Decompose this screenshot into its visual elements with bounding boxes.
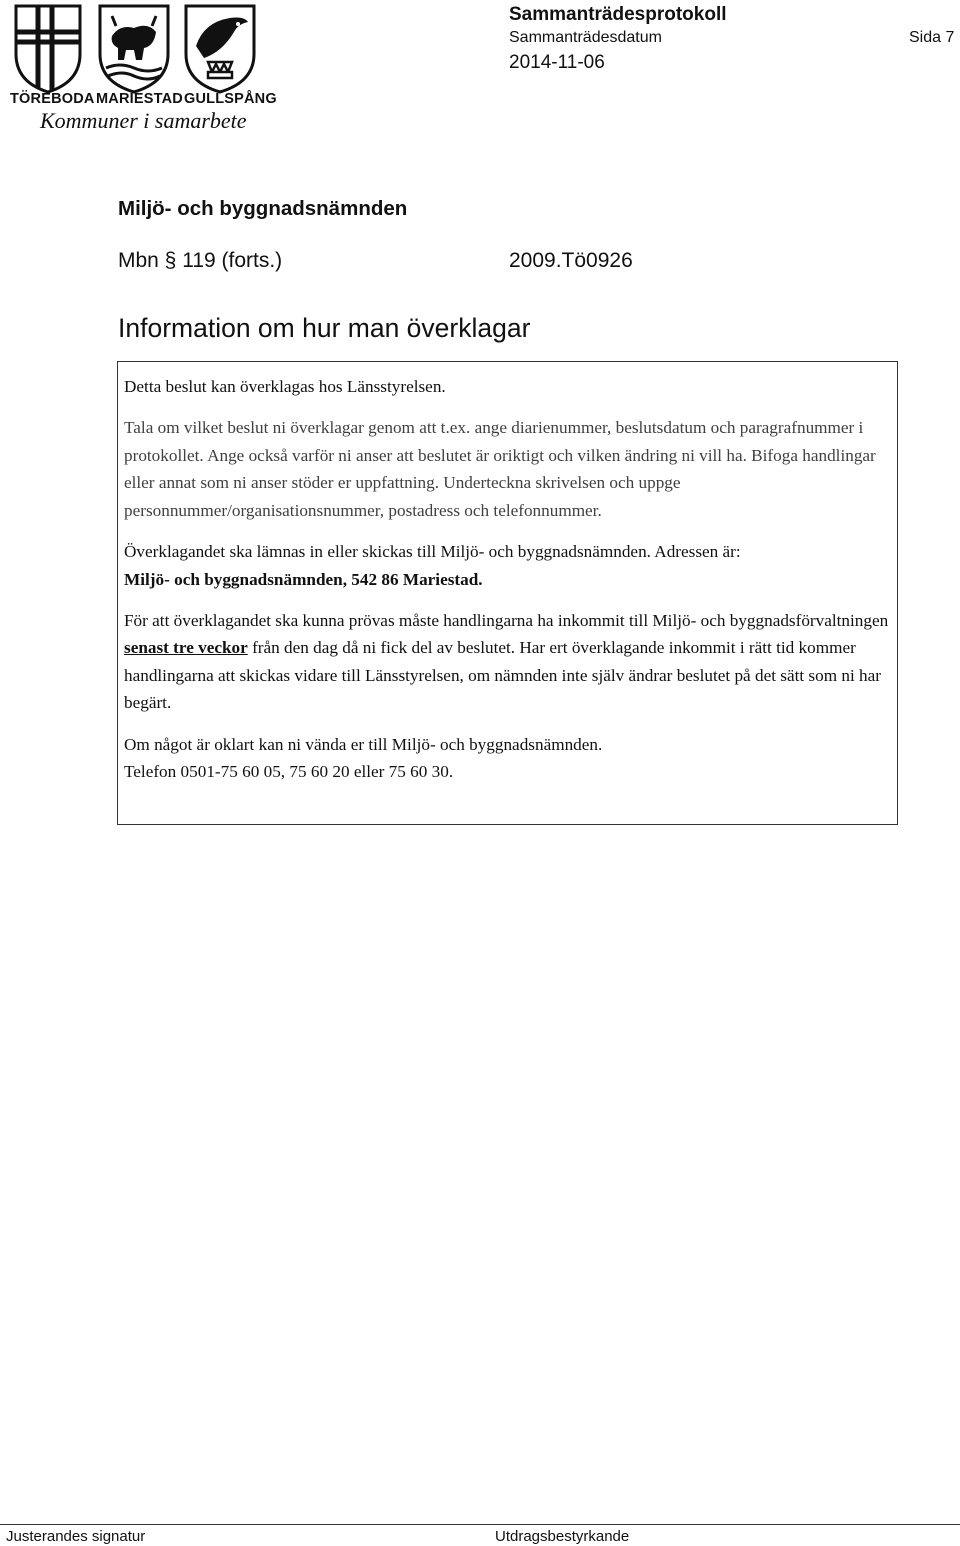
case-number: 2009.Tö0926 <box>509 249 633 272</box>
töreboda-crest-icon <box>16 6 80 92</box>
deadline-highlight: senast tre veckor <box>124 638 248 658</box>
appeal-instructions-paragraph: Tala om vilket beslut ni överklagar genom att t.ex. ange diarienummer, beslutsdatum och paragrafnummer i protokollet. Ange också varför ni anser att beslutet är oriktigt och vilken ändring ni vill ha. Bifoga handlingar eller annat som ni anser stöder er uppfattning. Underteckna skrivelsen och uppge personnummer/organisationsnummer, postadress och telefonnummer. <box>124 418 876 520</box>
gullspång-salmon-crest-icon <box>186 6 254 92</box>
submission-address: Miljö- och byggnadsnämnden, 542 86 Mariestad. <box>124 569 483 589</box>
appeal-info-text <box>124 373 892 799</box>
logo-tagline: Kommuner i samarbete <box>40 108 247 133</box>
mariestad-ox-crest-icon <box>100 6 168 92</box>
committee-name: Miljö- och byggnadsnämnden <box>118 197 408 220</box>
meeting-date: 2014-11-06 <box>509 52 605 73</box>
footer-divider <box>0 1524 960 1525</box>
submission-paragraph <box>124 538 892 593</box>
deadline-text-after: från den dag då ni fick del av beslutet. Har ert överklagande inkommit i rätt tid kommer handlingarna att skickas vidare till Länsstyrelsen, om nämnden inte själv ändrar beslutet på det sätt som ni har begärt. <box>124 638 881 713</box>
municipality-toreboda: TÖREBODA <box>10 91 95 107</box>
signature-label: Justerandes signatur <box>6 1528 146 1545</box>
page-title: Information om hur man överklagar <box>118 313 531 343</box>
coat-of-arms-icons <box>8 2 260 94</box>
contact-text: Om något är oklart kan ni vända er till Miljö- och byggnadsnämnden. <box>124 734 603 754</box>
document-type: Sammanträdesprotokoll <box>509 4 727 25</box>
contact-paragraph <box>124 731 892 786</box>
section-reference: Mbn § 119 (forts.) <box>118 249 283 272</box>
submission-text: Överklagandet ska lämnas in eller skickas till Miljö- och byggnadsnämnden. Adressen är: <box>124 541 741 561</box>
appeal-info-box <box>117 361 898 825</box>
contact-phone: Telefon 0501-75 60 05, 75 60 20 eller 75 60 30. <box>124 762 454 782</box>
appeal-authority-paragraph: Detta beslut kan överklagas hos Länsstyrelsen. <box>124 377 446 396</box>
meeting-date-label: Sammanträdesdatum <box>509 29 662 46</box>
municipality-gullspang: GULLSPÅNG <box>184 91 277 107</box>
certification-label: Utdragsbestyrkande <box>495 1528 630 1545</box>
deadline-text-before: För att överklagandet ska kunna prövas måste handlingarna ha inkommit till Miljö- och byggnadsförvaltningen <box>124 610 889 630</box>
municipal-logo <box>4 0 277 136</box>
page-number: Sida 7 <box>909 29 955 46</box>
municipality-mariestad: MARIESTAD <box>96 91 183 107</box>
deadline-paragraph <box>124 607 892 717</box>
